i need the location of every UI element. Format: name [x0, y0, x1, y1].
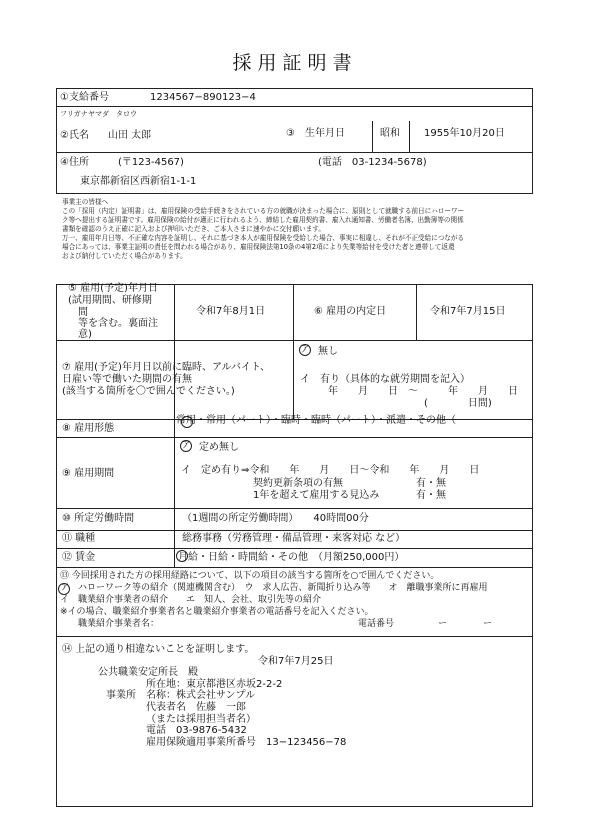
furigana-label: フリガナ	[60, 110, 88, 118]
insurance-office-number: 雇用保険適用事業所番号 13−123456−78	[146, 737, 347, 748]
prior-work-none: 無し	[318, 346, 338, 357]
birth-era: 昭和	[380, 128, 400, 139]
notice-line: この「採用（内定）証明書」は、雇用保険の受給手続きをされている方の就職が決まった場合に、原則として就職する前日にハローワー	[62, 207, 465, 215]
furigana-value: ヤマダ タロウ	[88, 110, 137, 118]
occupation-value: 総務事務（労務管理・備品管理・来客対応 など）	[182, 533, 406, 544]
offer-date-value: 令和7年7月15日	[430, 306, 506, 317]
wage-value: 月給・日給・時間給・その他 （月額250,000円）	[178, 552, 405, 563]
period-fixed: イ 定め有り⇒令和 年 月 日～令和 年 月 日	[181, 465, 480, 476]
prior-work-label: (該当する箇所を〇で囲んでください。)	[62, 386, 235, 397]
representative-note: （または採用担当者名）	[146, 714, 256, 725]
certification-statement: ⑭ 上記の通り相違ないことを証明します。	[62, 644, 255, 655]
benefit-number-label: ①支給番号	[60, 92, 109, 103]
recruitment-route-text: ※イの場合、職業紹介事業者名と職業紹介事業者の電話番号を記入ください。	[60, 607, 374, 617]
employment-date-label: 意)	[78, 329, 92, 340]
employment-date-label: ⑤ 雇用(予定)年月日	[68, 283, 158, 294]
recruitment-route-text: イ 職業紹介事業者の紹介 エ 知人、会社、取引先等の紹介	[60, 595, 322, 605]
notice-line: ク等へ提出する証明書です。雇用保険の給付が適正に行われるよう、締結した雇用契約書、雇入れ通知書、労働者名簿、出勤簿等の関係	[62, 216, 464, 224]
addressee: 公共職業安定所長 殿	[98, 667, 198, 678]
prior-work-exists: イ 有り（具体的な就労期間を記入）	[300, 374, 470, 385]
renewal-clause-value: 有・無	[416, 478, 446, 489]
employment-date-label: (試用期間、研修期	[68, 295, 152, 306]
notice-line: 万一、雇用年月日等、不正確な内容を証明し、それに基づき本人が雇用保険を受給した場合、事実に相違し、それが不正受給につながる	[62, 234, 465, 242]
birthdate-label: ③ 生年月日	[286, 128, 345, 139]
notice-line: 書類を確認のうえ正確に記入および押印いただき、ご本人さまに速やかに交付願います。	[62, 225, 325, 233]
prior-work-label: 日雇い等で働いた期間の有無	[62, 374, 192, 385]
name-label: ②氏名	[60, 130, 89, 141]
prior-work-label: ⑦ 雇用(予定)年月日以前に臨時、アルバイト、	[62, 362, 270, 373]
address-value: 東京都新宿区西新宿1-1-1	[80, 176, 197, 187]
phone-number: (電話 03-1234-5678)	[318, 157, 427, 168]
page-title: 採用証明書	[232, 52, 358, 74]
name-value: 山田 太郎	[108, 130, 152, 141]
certification-date: 令和7年7月25日	[258, 656, 334, 667]
benefit-number-value: 1234567−890123−4	[150, 92, 256, 103]
employment-type-label: ⑧ 雇用形態	[62, 423, 115, 434]
address-label: ④住所	[60, 157, 89, 168]
over-one-year-value: 有・無	[416, 490, 446, 501]
birthdate-value: 1955年10月20日	[424, 128, 505, 139]
notice-line: 場合にあっては、事業主証明の責任を問われる場合があり、雇用保険法第10条の4第2項により失業等給付を受けた者と連帯して返還	[62, 243, 455, 251]
period-none: 定め無し	[199, 442, 239, 453]
agency-name-label: 職業紹介事業者名：	[78, 619, 160, 629]
work-hours-value: （1週間の所定労働時間） 40時間00分	[182, 513, 369, 524]
postal-code: (〒123-4567)	[118, 157, 184, 168]
notice-line: および納付していただく場合があります。	[62, 252, 187, 260]
work-hours-label: ⑩ 所定労働時間	[62, 513, 135, 524]
representative-name: 代表者名 佐藤 一郎	[146, 702, 246, 713]
option-a-mark: ア	[181, 440, 191, 451]
recruitment-route-text: ア ハローワーク等の紹介（関連機関含む） ウ 求人広告、新聞折り込み等 オ 離職事業所に再雇用	[60, 583, 488, 593]
employment-date-value: 令和7年8月1日	[196, 306, 266, 317]
company-phone: 電話 03-9876-5432	[146, 725, 247, 736]
business-location: 所在地：東京都港区赤坂2-2-2	[146, 679, 283, 690]
employment-type-value: 常用・常用（パート）・臨時・臨時（パート）・派遣・その他（	[176, 415, 456, 426]
prior-work-days: ( 日間)	[424, 398, 492, 409]
recruitment-route-text: ⑬ 今回採用された方の採用経路について、以下の項目の該当する箇所を○で囲んでください。	[60, 571, 440, 581]
occupation-label: ⑪ 職種	[62, 533, 96, 544]
employment-date-label: 等を含む。裏面注	[78, 318, 158, 329]
option-a-mark: ア	[300, 344, 310, 355]
offer-date-label: ⑥ 雇用の内定日	[314, 306, 387, 317]
prior-work-dates: 年 月 日 ～ 年 月 日	[328, 386, 518, 397]
employment-date-label: 間	[78, 307, 88, 318]
agency-phone-label: 電話番号	[358, 619, 395, 629]
business-label: 事業所	[106, 690, 136, 701]
company-name: 名称：株式会社サンプル	[146, 690, 256, 701]
wage-label: ⑫ 賃金	[62, 552, 96, 563]
agency-phone-dashes: ー ー	[438, 619, 493, 629]
over-one-year-label: 1年を超えて雇用する見込み	[253, 490, 380, 501]
notice-heading: 事業主の皆様へ	[62, 198, 109, 206]
renewal-clause-label: 契約更新条項の有無	[253, 478, 343, 489]
employment-period-label: ⑨ 雇用期間	[62, 468, 115, 479]
